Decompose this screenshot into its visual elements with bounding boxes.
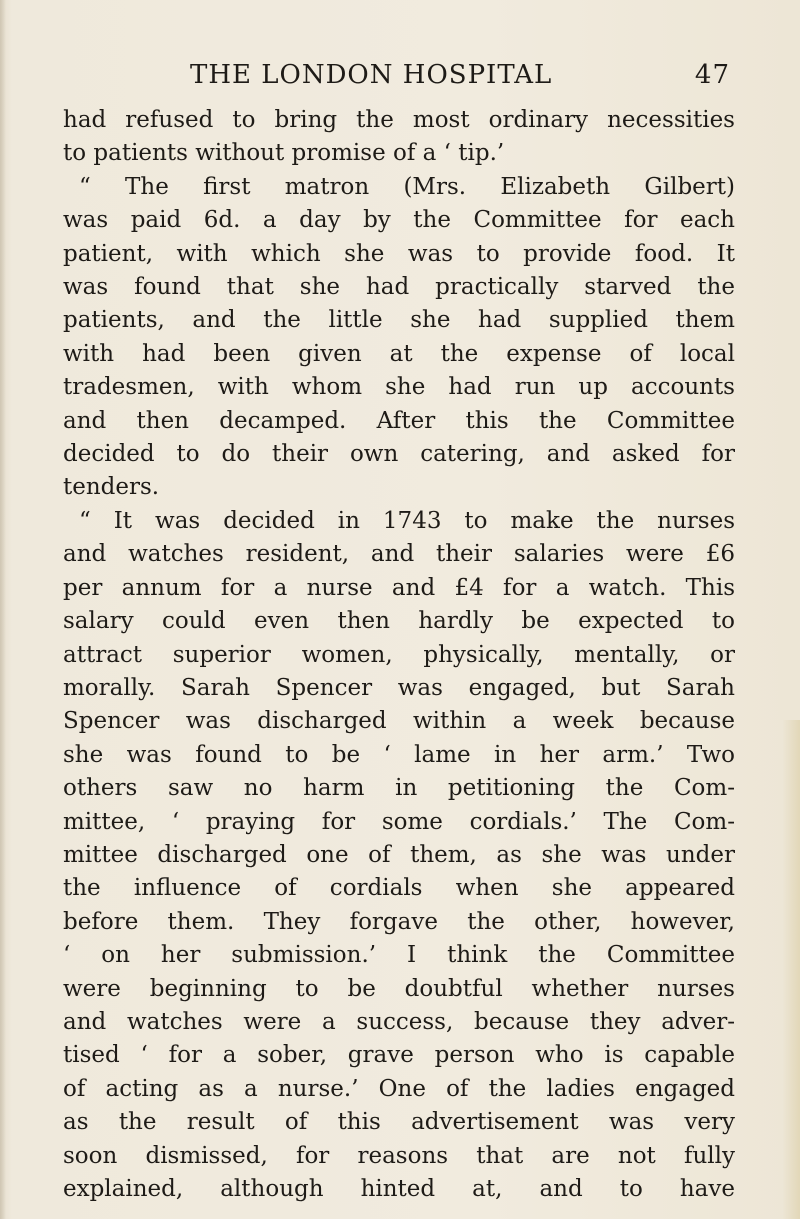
text-line: as the result of this advertisement was very — [63, 1109, 735, 1136]
text-line: “ The first matron (Mrs. Elizabeth Gilbert) — [79, 173, 735, 200]
text-line: mittee, ‘ praying for some cordials.’ The Com- — [63, 808, 735, 835]
text-line: were beginning to be doubtful whether nurses — [63, 975, 735, 1002]
text-line: explained, although hinted at, and to have — [63, 1176, 735, 1202]
text-line: mittee discharged one of them, as she was under — [63, 841, 735, 868]
text-line: patient, with which she was to provide food. It — [63, 240, 735, 267]
text-line: tradesmen, with whom she had run up accounts — [63, 374, 735, 401]
text-line: morally. Sarah Spencer was engaged, but Sarah — [63, 674, 735, 701]
text-line: she was found to be ‘ lame in her arm.’ Two — [63, 741, 735, 768]
text-line: was paid 6d. a day by the Committee for each — [63, 207, 735, 234]
page-number: 47 — [694, 60, 730, 90]
text-line: decided to do their own catering, and asked for — [63, 441, 735, 468]
text-line: tised ‘ for a sober, grave person who is capable — [63, 1042, 735, 1069]
text-line: attract superior women, physically, mentally, or — [63, 641, 735, 668]
text-line: to patients without promise of a ‘ tip.’ — [63, 140, 505, 167]
text-line: soon dismissed, for reasons that are not fully — [63, 1142, 735, 1169]
text-line: had refused to bring the most ordinary necessities — [63, 107, 735, 133]
text-line: others saw no harm in petitioning the Com- — [63, 775, 735, 802]
text-line: salary could even then hardly be expected to — [63, 608, 735, 635]
text-line: per annum for a nurse and £4 for a watch. This — [63, 574, 735, 601]
text-line: and then decamped. After this the Committee — [63, 407, 735, 434]
text-line: and watches resident, and their salaries were £6 — [63, 541, 735, 568]
text-line: of acting as a nurse.’ One of the ladies engaged — [63, 1075, 735, 1102]
text-line: before them. They forgave the other, however, — [63, 908, 735, 935]
text-line: and watches were a success, because they adver- — [63, 1008, 735, 1035]
text-line: Spencer was discharged within a week because — [63, 708, 735, 735]
text-line: tenders. — [63, 474, 160, 501]
page-edge-stain — [782, 720, 800, 1219]
text-line: the influence of cordials when she appeared — [63, 875, 735, 902]
running-title: THE LONDON HOSPITAL — [190, 60, 553, 90]
text-line: with had been given at the expense of local — [63, 340, 735, 367]
spine-shadow — [0, 0, 6, 1219]
body-text — [63, 104, 735, 1206]
text-line: ‘ on her submission.’ I think the Committee — [63, 942, 735, 969]
text-line: “ It was decided in 1743 to make the nurses — [79, 507, 735, 534]
text-line: patients, and the little she had supplied them — [63, 307, 735, 334]
page-header — [190, 54, 730, 94]
text-line: was found that she had practically starved the — [63, 274, 735, 301]
